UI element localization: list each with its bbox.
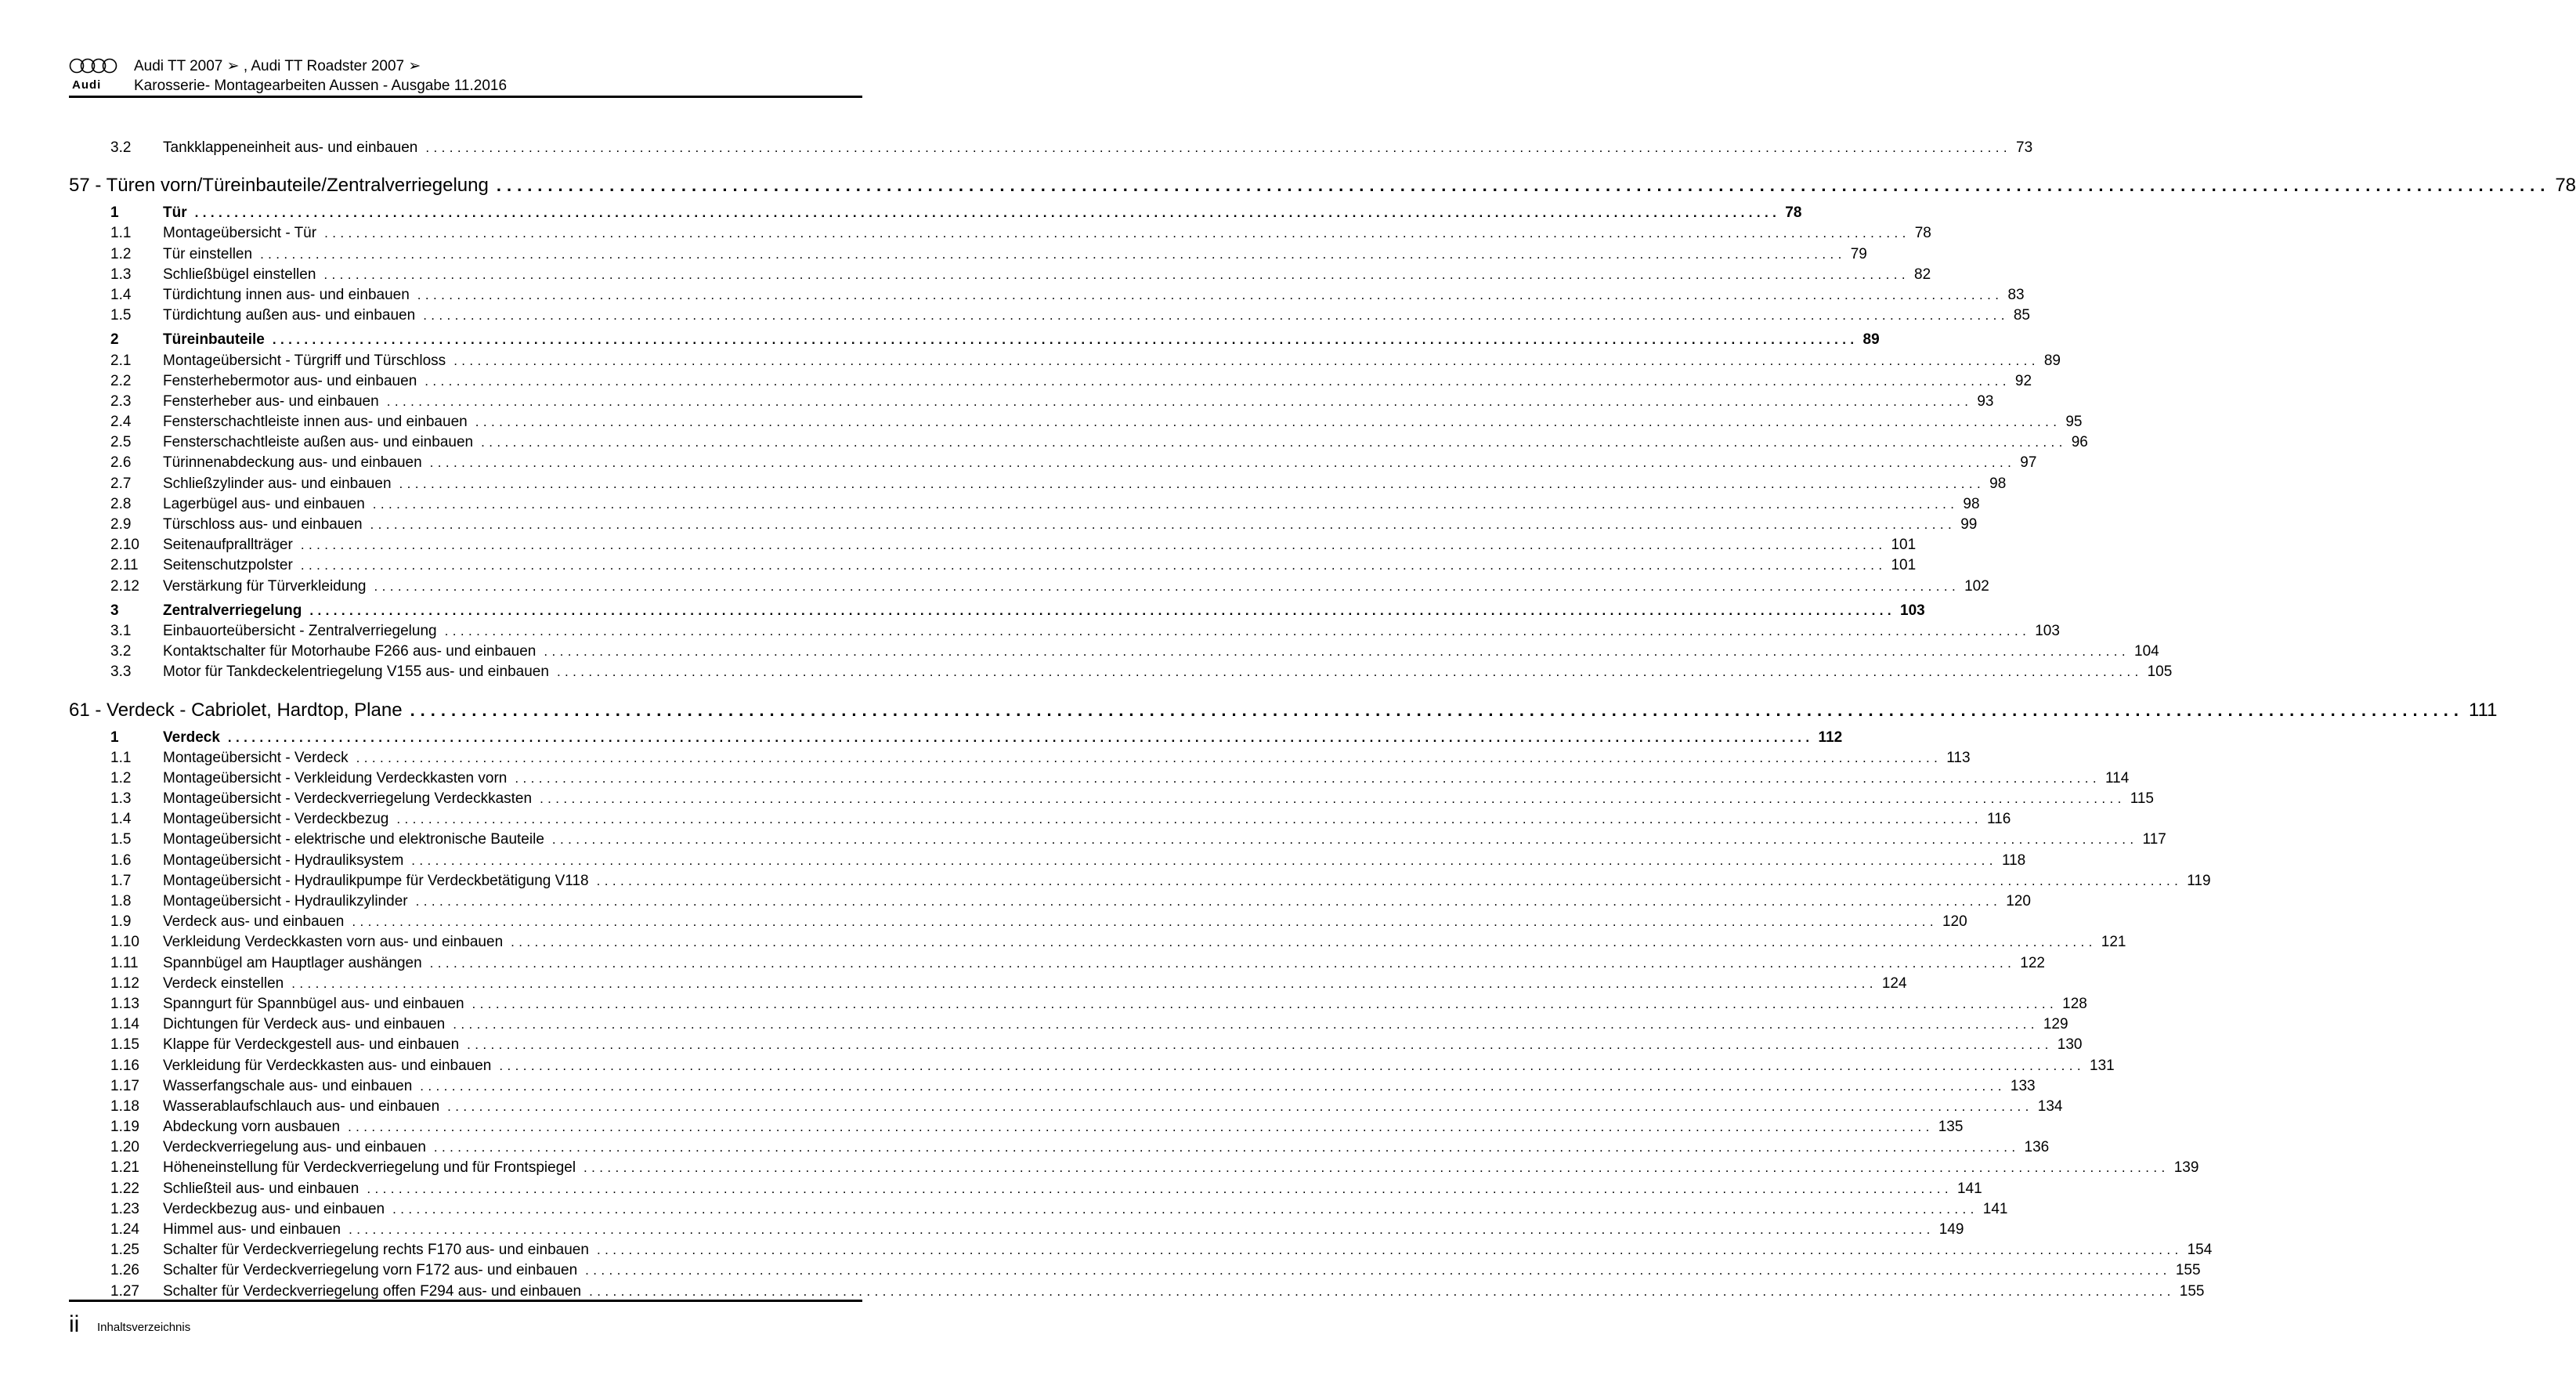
- toc-title: Montageübersicht - Verdeckbezug: [163, 811, 389, 828]
- dot-leader: ........................................................................................................................................................................................................: [227, 729, 1814, 745]
- toc-entry[interactable]: [69, 1260, 2201, 1281]
- toc-number: 1.27: [110, 1282, 139, 1300]
- dot-leader: ........................................................................................................................................................................................................: [348, 1119, 1934, 1135]
- toc-page: 111: [2469, 699, 2498, 721]
- toc-number: 1.10: [110, 934, 139, 951]
- toc-number: 1.19: [110, 1119, 139, 1136]
- dot-leader: ........................................................................................................................................................................................................: [291, 975, 1877, 991]
- toc-page: 120: [2006, 893, 2031, 909]
- toc-title: Abdeckung vorn ausbauen: [163, 1119, 341, 1136]
- toc-entry[interactable]: [69, 535, 1917, 555]
- toc-number: 1.3: [110, 266, 132, 283]
- toc-entry[interactable]: [69, 809, 2011, 830]
- dot-leader: ........................................................................................................................................................................................................: [370, 517, 1956, 532]
- dot-leader: ........................................................................................................................................................................................................: [556, 664, 2143, 680]
- toc-entry[interactable]: [69, 306, 2030, 326]
- toc-title: Verkleidung für Verdeckkasten aus- und einbauen: [163, 1057, 492, 1074]
- dot-leader: ........................................................................................................................................................................................................: [324, 226, 1910, 241]
- toc-page: 79: [1850, 245, 1867, 262]
- toc-number: 1.16: [110, 1057, 139, 1074]
- toc-title: Türeinbauteile: [163, 331, 265, 349]
- toc-page: 93: [1977, 392, 1994, 410]
- toc-page: 131: [2090, 1057, 2115, 1074]
- toc-section[interactable]: [69, 203, 1802, 223]
- dot-leader: ........................................................................................................................................................................................................: [444, 623, 2031, 638]
- toc-number: 3.2: [110, 139, 132, 156]
- toc-title: Montageübersicht - Verdeck: [163, 749, 349, 766]
- toc-page: 129: [2043, 1016, 2068, 1033]
- audi-logo: [69, 58, 117, 92]
- dot-leader: ........................................................................................................................................................................................................: [356, 750, 1942, 765]
- dot-leader: ........................................................................................................................................................................................................: [499, 1058, 2085, 1073]
- toc-entry[interactable]: [69, 642, 2159, 662]
- dot-leader: ........................................................................................................................................................................................................: [309, 602, 1896, 618]
- toc-title: Montageübersicht - Hydraulikzylinder: [163, 893, 408, 909]
- table-of-contents: [69, 138, 2576, 1302]
- toc-number: 2.12: [110, 577, 139, 595]
- toc-entry[interactable]: [69, 515, 1978, 535]
- toc-number: 1.14: [110, 1016, 139, 1033]
- toc-entry[interactable]: [69, 577, 1989, 597]
- dot-leader: ........................................................................................................................................................................................................: [194, 205, 1781, 221]
- dot-leader: ........................................................................................................................................................................................................: [511, 935, 2097, 950]
- audi-rings-icon: [69, 58, 117, 74]
- toc-number: 1.23: [110, 1200, 139, 1217]
- toc-page: 141: [1982, 1200, 2008, 1217]
- dot-leader: ........................................................................................................................................................................................................: [475, 414, 2061, 430]
- toc-number: 2.10: [110, 537, 139, 554]
- header-manual-title: Karosserie- Montagearbeiten Aussen - Ausgabe 11.2016: [134, 78, 508, 94]
- dot-leader: ........................................................................................................................................................................................................: [425, 140, 2012, 155]
- dot-leader: ........................................................................................................................................................................................................: [323, 266, 1910, 282]
- toc-entry[interactable]: [69, 1137, 2050, 1158]
- toc-page: 116: [1986, 811, 2011, 828]
- toc-title: Tür: [163, 204, 187, 222]
- toc-page: 102: [1964, 577, 1989, 595]
- toc-number: 2.1: [110, 352, 132, 369]
- toc-title: Montageübersicht - Hydraulikpumpe für Verdeckbetätigung V118: [163, 872, 589, 889]
- toc-entry[interactable]: [69, 392, 1994, 412]
- toc-entry[interactable]: [69, 474, 2007, 494]
- toc-title: Verdeckverriegelung aus- und einbauen: [163, 1139, 426, 1156]
- dot-leader: ........................................................................................................................................................................................................: [583, 1160, 2170, 1176]
- toc-entry[interactable]: [69, 1056, 2115, 1076]
- toc-number: 1.21: [110, 1159, 139, 1177]
- toc-number: 2.4: [110, 414, 132, 431]
- toc-chapter[interactable]: [69, 697, 2498, 724]
- toc-entry[interactable]: [69, 494, 1980, 515]
- toc-title: Montageübersicht - Tür: [163, 225, 317, 242]
- footer-section-title: Inhaltsverzeichnis: [97, 1321, 191, 1334]
- toc-entry[interactable]: [69, 1199, 2008, 1220]
- toc-entry[interactable]: [69, 223, 1931, 244]
- toc-number: 2.5: [110, 434, 132, 451]
- toc-number: 1.4: [110, 286, 132, 303]
- toc-entry[interactable]: [69, 1220, 1964, 1240]
- toc-number: 1.7: [110, 872, 132, 889]
- toc-title: Seitenaufprallträger: [163, 537, 293, 554]
- toc-title: Verdeck einstellen: [163, 974, 284, 992]
- toc-entry[interactable]: [69, 351, 2061, 371]
- toc-page: 136: [2024, 1139, 2050, 1156]
- toc-number: 1.9: [110, 913, 132, 931]
- toc-title: Schalter für Verdeckverriegelung vorn F172 aus- und einbauen: [163, 1262, 578, 1279]
- toc-title: Klappe für Verdeckgestell aus- und einbauen: [163, 1036, 460, 1054]
- toc-number: 1.12: [110, 974, 139, 992]
- toc-title: Montageübersicht - Hydrauliksystem: [163, 852, 404, 869]
- dot-leader: ........................................................................................................................................................................................................: [372, 496, 1959, 512]
- toc-number: 1.3: [110, 790, 132, 808]
- toc-number: 2.2: [110, 372, 132, 389]
- page-footer: [69, 1300, 862, 1337]
- toc-title: Fensterschachtleiste außen aus- und einbauen: [163, 434, 474, 451]
- toc-entry[interactable]: [69, 1014, 2068, 1035]
- toc-entry[interactable]: [69, 285, 2025, 306]
- toc-number: 1.24: [110, 1221, 139, 1238]
- toc-entry[interactable]: [69, 953, 2045, 974]
- toc-entry[interactable]: [69, 789, 2154, 809]
- dot-leader: ........................................................................................................................................................................................................: [423, 308, 2009, 324]
- toc-page: 105: [2147, 663, 2173, 681]
- toc-number: 1.17: [110, 1077, 139, 1094]
- page-number: ii: [69, 1311, 80, 1337]
- toc-number: 1.2: [110, 769, 132, 786]
- toc-title: Schalter für Verdeckverriegelung offen F294 aus- und einbauen: [163, 1282, 582, 1300]
- toc-number: 1.2: [110, 245, 132, 262]
- toc-title: Seitenschutzpolster: [163, 557, 293, 574]
- toc-number: 1.22: [110, 1180, 139, 1197]
- toc-page: 101: [1891, 557, 1917, 574]
- toc-page: 78: [1914, 225, 1931, 242]
- toc-number: 1.18: [110, 1097, 139, 1115]
- toc-title: Einbauorteübersicht - Zentralverriegelung: [163, 622, 437, 639]
- toc-title: Schalter für Verdeckverriegelung rechts F170 aus- und einbauen: [163, 1242, 589, 1259]
- page-header: [69, 55, 862, 98]
- toc-title: Türschloss aus- und einbauen: [163, 516, 363, 533]
- toc-title: Tür einstellen: [163, 245, 253, 262]
- toc-number: 1: [110, 729, 119, 746]
- toc-page: 73: [2016, 139, 2033, 156]
- dot-leader: ........................................................................................................................................................................................................: [300, 537, 1887, 553]
- toc-page: 134: [2037, 1097, 2063, 1115]
- toc-entry[interactable]: [69, 768, 2130, 789]
- toc-section[interactable]: [69, 728, 1843, 748]
- toc-number: 1.25: [110, 1242, 139, 1259]
- toc-entry[interactable]: [69, 974, 1907, 994]
- toc-entry[interactable]: [69, 891, 2031, 912]
- toc-title: Spanngurt für Spannbügel aus- und einbauen: [163, 995, 464, 1012]
- toc-page: 78: [1785, 204, 1802, 222]
- toc-page: 98: [1989, 475, 2007, 492]
- toc-page: 82: [1914, 266, 1931, 283]
- toc-number: 2.6: [110, 454, 132, 472]
- dot-leader: ........................................................................................................................................................................................................: [300, 558, 1887, 573]
- toc-page: 119: [2187, 872, 2211, 889]
- dot-leader: ........................................................................................................................................................................................................: [386, 393, 1973, 409]
- toc-page: 149: [1938, 1221, 1964, 1238]
- toc-title: Fensterschachtleiste innen aus- und einbauen: [163, 414, 468, 431]
- toc-page: 133: [2010, 1077, 2036, 1094]
- toc-title: Wasserablaufschlauch aus- und einbauen: [163, 1097, 440, 1115]
- toc-entry[interactable]: [69, 830, 2166, 850]
- toc-number: 1.20: [110, 1139, 139, 1156]
- toc-page: 96: [2071, 434, 2088, 451]
- dot-leader: ........................................................................................................................................................................................................: [399, 475, 1985, 491]
- toc-title: 61 - Verdeck - Cabriolet, Hardtop, Plane: [69, 699, 403, 721]
- toc-entry[interactable]: [69, 1179, 1982, 1199]
- toc-number: 1.5: [110, 831, 132, 848]
- toc-entry[interactable]: [69, 932, 2126, 953]
- dot-leader: ........................................................................................................................................................................................................: [433, 1140, 2020, 1155]
- toc-number: 3.3: [110, 663, 132, 681]
- toc-entry[interactable]: [69, 371, 2032, 392]
- toc-number: 2.9: [110, 516, 132, 533]
- header-models: Audi TT 2007 ➢ , Audi TT Roadster 2007 ➢: [134, 58, 421, 74]
- toc-entry[interactable]: [69, 994, 2087, 1014]
- dot-leader: ........................................................................................................................................................................................................: [272, 332, 1859, 348]
- toc-title: Schließteil aus- und einbauen: [163, 1180, 359, 1197]
- toc-title: Tankklappeneinheit aus- und einbauen: [163, 139, 418, 156]
- toc-page: 118: [2001, 852, 2026, 869]
- toc-title: Fensterhebermotor aus- und einbauen: [163, 372, 417, 389]
- toc-title: Türdichtung innen aus- und einbauen: [163, 286, 410, 303]
- toc-page: 135: [1938, 1119, 1964, 1136]
- toc-entry[interactable]: [69, 1240, 2213, 1260]
- toc-page: 92: [2014, 372, 2032, 389]
- toc-title: 57 - Türen vorn/Türeinbauteile/Zentralverriegelung: [69, 175, 489, 197]
- toc-number: 2: [110, 331, 119, 349]
- dot-leader: ........................................................................................................................................................................................................: [540, 791, 2126, 807]
- toc-number: 1.6: [110, 852, 132, 869]
- dot-leader: ........................................................................................................................................................................................................: [429, 955, 2016, 971]
- dot-leader: ........................................................................................................................................................................................................: [411, 852, 1997, 868]
- toc-entry[interactable]: [69, 432, 2088, 453]
- toc-page: 124: [1881, 974, 1907, 992]
- toc-entry[interactable]: [69, 1158, 2199, 1178]
- dot-leader: ........................................................................................................................................................................................................: [447, 1098, 2033, 1114]
- dot-leader: ........................................................................................................................................................................................................: [471, 996, 2058, 1011]
- toc-number: 1.26: [110, 1262, 139, 1279]
- dot-leader: ........................................................................................................................................................................................................: [453, 353, 2039, 368]
- toc-entry[interactable]: [69, 1282, 2205, 1302]
- toc-number: 1.11: [110, 954, 139, 971]
- toc-number: 1.13: [110, 995, 139, 1012]
- dot-leader: ........................................................................................................................................................................................................: [551, 832, 2138, 848]
- dot-leader: ........................................................................................................................................................................................................: [352, 914, 1938, 930]
- toc-number: 2.11: [110, 557, 139, 574]
- toc-number: 2.3: [110, 392, 132, 410]
- toc-entry[interactable]: [69, 1035, 2083, 1055]
- toc-entry[interactable]: [69, 621, 2060, 642]
- dot-leader: ........................................................................................................................................................................................................: [349, 1222, 1935, 1237]
- toc-number: 1: [110, 204, 119, 222]
- toc-number: 3.1: [110, 622, 132, 639]
- toc-page: 155: [2179, 1282, 2205, 1300]
- dot-leader: ........................................................................................................................................................................................................: [410, 700, 2465, 720]
- toc-entry[interactable]: [69, 748, 1971, 768]
- toc-page: 103: [1900, 602, 1925, 619]
- toc-title: Schließzylinder aus- und einbauen: [163, 475, 392, 492]
- toc-number: 2.8: [110, 495, 132, 512]
- toc-title: Spannbügel am Hauptlager aushängen: [163, 954, 422, 971]
- dot-leader: ........................................................................................................................................................................................................: [396, 812, 1982, 827]
- toc-page: 112: [1818, 729, 1843, 746]
- toc-title: Türinnenabdeckung aus- und einbauen: [163, 454, 422, 472]
- toc-chapter[interactable]: [69, 172, 2576, 199]
- toc-page: 95: [2065, 414, 2083, 431]
- dot-leader: ........................................................................................................................................................................................................: [260, 246, 1846, 262]
- toc-number: 3: [110, 602, 119, 619]
- toc-title: Fensterheber aus- und einbauen: [163, 392, 379, 410]
- dot-leader: ........................................................................................................................................................................................................: [392, 1201, 1978, 1217]
- toc-title: Verstärkung für Türverkleidung: [163, 577, 367, 595]
- toc-title: Verdeck: [163, 729, 220, 746]
- toc-page: 139: [2173, 1159, 2199, 1177]
- dot-leader: ........................................................................................................................................................................................................: [420, 1078, 2006, 1094]
- toc-title: Zentralverriegelung: [163, 602, 302, 619]
- toc-page: 121: [2101, 934, 2126, 951]
- toc-entry[interactable]: [69, 871, 2211, 891]
- dot-leader: ........................................................................................................................................................................................................: [417, 287, 2003, 302]
- toc-page: 154: [2187, 1242, 2213, 1259]
- toc-page: 98: [1963, 495, 1980, 512]
- dot-leader: ........................................................................................................................................................................................................: [496, 175, 2551, 196]
- dot-leader: ........................................................................................................................................................................................................: [515, 770, 2101, 786]
- toc-page: 78: [2555, 175, 2576, 197]
- toc-page: 85: [2013, 307, 2030, 324]
- toc-title: Montageübersicht - Verkleidung Verdeckkasten vorn: [163, 769, 508, 786]
- toc-page: 128: [2062, 995, 2087, 1012]
- toc-page: 97: [2020, 454, 2037, 472]
- toc-number: 1.1: [110, 225, 132, 242]
- toc-number: 3.2: [110, 643, 132, 660]
- toc-page: 89: [2043, 352, 2061, 369]
- dot-leader: ........................................................................................................................................................................................................: [374, 578, 1960, 594]
- dot-leader: ........................................................................................................................................................................................................: [585, 1263, 2171, 1278]
- dot-leader: ........................................................................................................................................................................................................: [544, 644, 2130, 660]
- dot-leader: ........................................................................................................................................................................................................: [481, 435, 2067, 450]
- toc-page: 120: [1942, 913, 1967, 931]
- toc-number: 1.4: [110, 811, 132, 828]
- toc-section[interactable]: [69, 330, 1880, 350]
- toc-number: 1.15: [110, 1036, 139, 1054]
- toc-title: Montageübersicht - elektrische und elektronische Bauteile: [163, 831, 544, 848]
- toc-entry[interactable]: [69, 265, 1931, 285]
- toc-entry[interactable]: [69, 412, 2083, 432]
- dot-leader: ........................................................................................................................................................................................................: [429, 455, 2016, 471]
- toc-title: Kontaktschalter für Motorhaube F266 aus- und einbauen: [163, 643, 537, 660]
- dot-leader: ........................................................................................................................................................................................................: [589, 1283, 2175, 1299]
- toc-title: Verdeckbezug aus- und einbauen: [163, 1200, 385, 1217]
- dot-leader: ........................................................................................................................................................................................................: [415, 894, 2002, 909]
- toc-title: Montageübersicht - Verdeckverriegelung Verdeckkasten: [163, 790, 533, 808]
- dot-leader: ........................................................................................................................................................................................................: [467, 1037, 2053, 1053]
- toc-entry[interactable]: [69, 912, 1967, 932]
- toc-number: 1.5: [110, 307, 132, 324]
- toc-page: 155: [2175, 1262, 2201, 1279]
- toc-section[interactable]: [69, 601, 1925, 621]
- toc-number: 1.1: [110, 749, 132, 766]
- dot-leader: ........................................................................................................................................................................................................: [596, 1242, 2183, 1258]
- dot-leader: ........................................................................................................................................................................................................: [367, 1181, 1953, 1196]
- toc-page: 89: [1862, 331, 1880, 349]
- toc-title: Verdeck aus- und einbauen: [163, 913, 345, 931]
- toc-entry[interactable]: [69, 1117, 1964, 1137]
- toc-entry[interactable]: [69, 244, 1867, 265]
- toc-title: Schließbügel einstellen: [163, 266, 316, 283]
- toc-title: Himmel aus- und einbauen: [163, 1221, 341, 1238]
- toc-entry[interactable]: [69, 555, 1917, 576]
- toc-page: 141: [1956, 1180, 1982, 1197]
- toc-title: Türdichtung außen aus- und einbauen: [163, 307, 416, 324]
- toc-title: Verkleidung Verdeckkasten vorn aus- und einbauen: [163, 934, 504, 951]
- toc-title: Motor für Tankdeckelentriegelung V155 aus- und einbauen: [163, 663, 549, 681]
- toc-page: 114: [2105, 769, 2130, 786]
- toc-number: 1.8: [110, 893, 132, 909]
- dot-leader: ........................................................................................................................................................................................................: [425, 373, 2011, 389]
- toc-title: Dichtungen für Verdeck aus- und einbauen: [163, 1016, 446, 1033]
- toc-page: 101: [1891, 537, 1917, 554]
- toc-page: 122: [2020, 954, 2045, 971]
- dot-leader: ........................................................................................................................................................................................................: [453, 1017, 2039, 1032]
- toc-number: 2.7: [110, 475, 132, 492]
- toc-page: 83: [2007, 286, 2025, 303]
- toc-entry[interactable]: [69, 1076, 2036, 1097]
- toc-page: 130: [2057, 1036, 2083, 1054]
- toc-page: 115: [2130, 790, 2154, 808]
- toc-title: Lagerbügel aus- und einbauen: [163, 495, 365, 512]
- toc-entry[interactable]: [69, 662, 2173, 682]
- toc-title: Montageübersicht - Türgriff und Türschloss: [163, 352, 446, 369]
- toc-entry[interactable]: [69, 1097, 2063, 1117]
- dot-leader: ........................................................................................................................................................................................................: [596, 873, 2183, 888]
- toc-page: 104: [2134, 643, 2159, 660]
- toc-title: Wasserfangschale aus- und einbauen: [163, 1077, 413, 1094]
- toc-page: 117: [2142, 831, 2166, 848]
- toc-entry[interactable]: [69, 138, 2033, 158]
- toc-title: Höheneinstellung für Verdeckverriegelung und für Frontspiegel: [163, 1159, 576, 1177]
- toc-page: 103: [2035, 622, 2060, 639]
- toc-page: 113: [1946, 749, 1971, 766]
- toc-entry[interactable]: [69, 453, 2037, 473]
- toc-page: 99: [1960, 516, 1978, 533]
- audi-wordmark: Audi: [72, 78, 102, 92]
- toc-entry[interactable]: [69, 851, 2026, 871]
